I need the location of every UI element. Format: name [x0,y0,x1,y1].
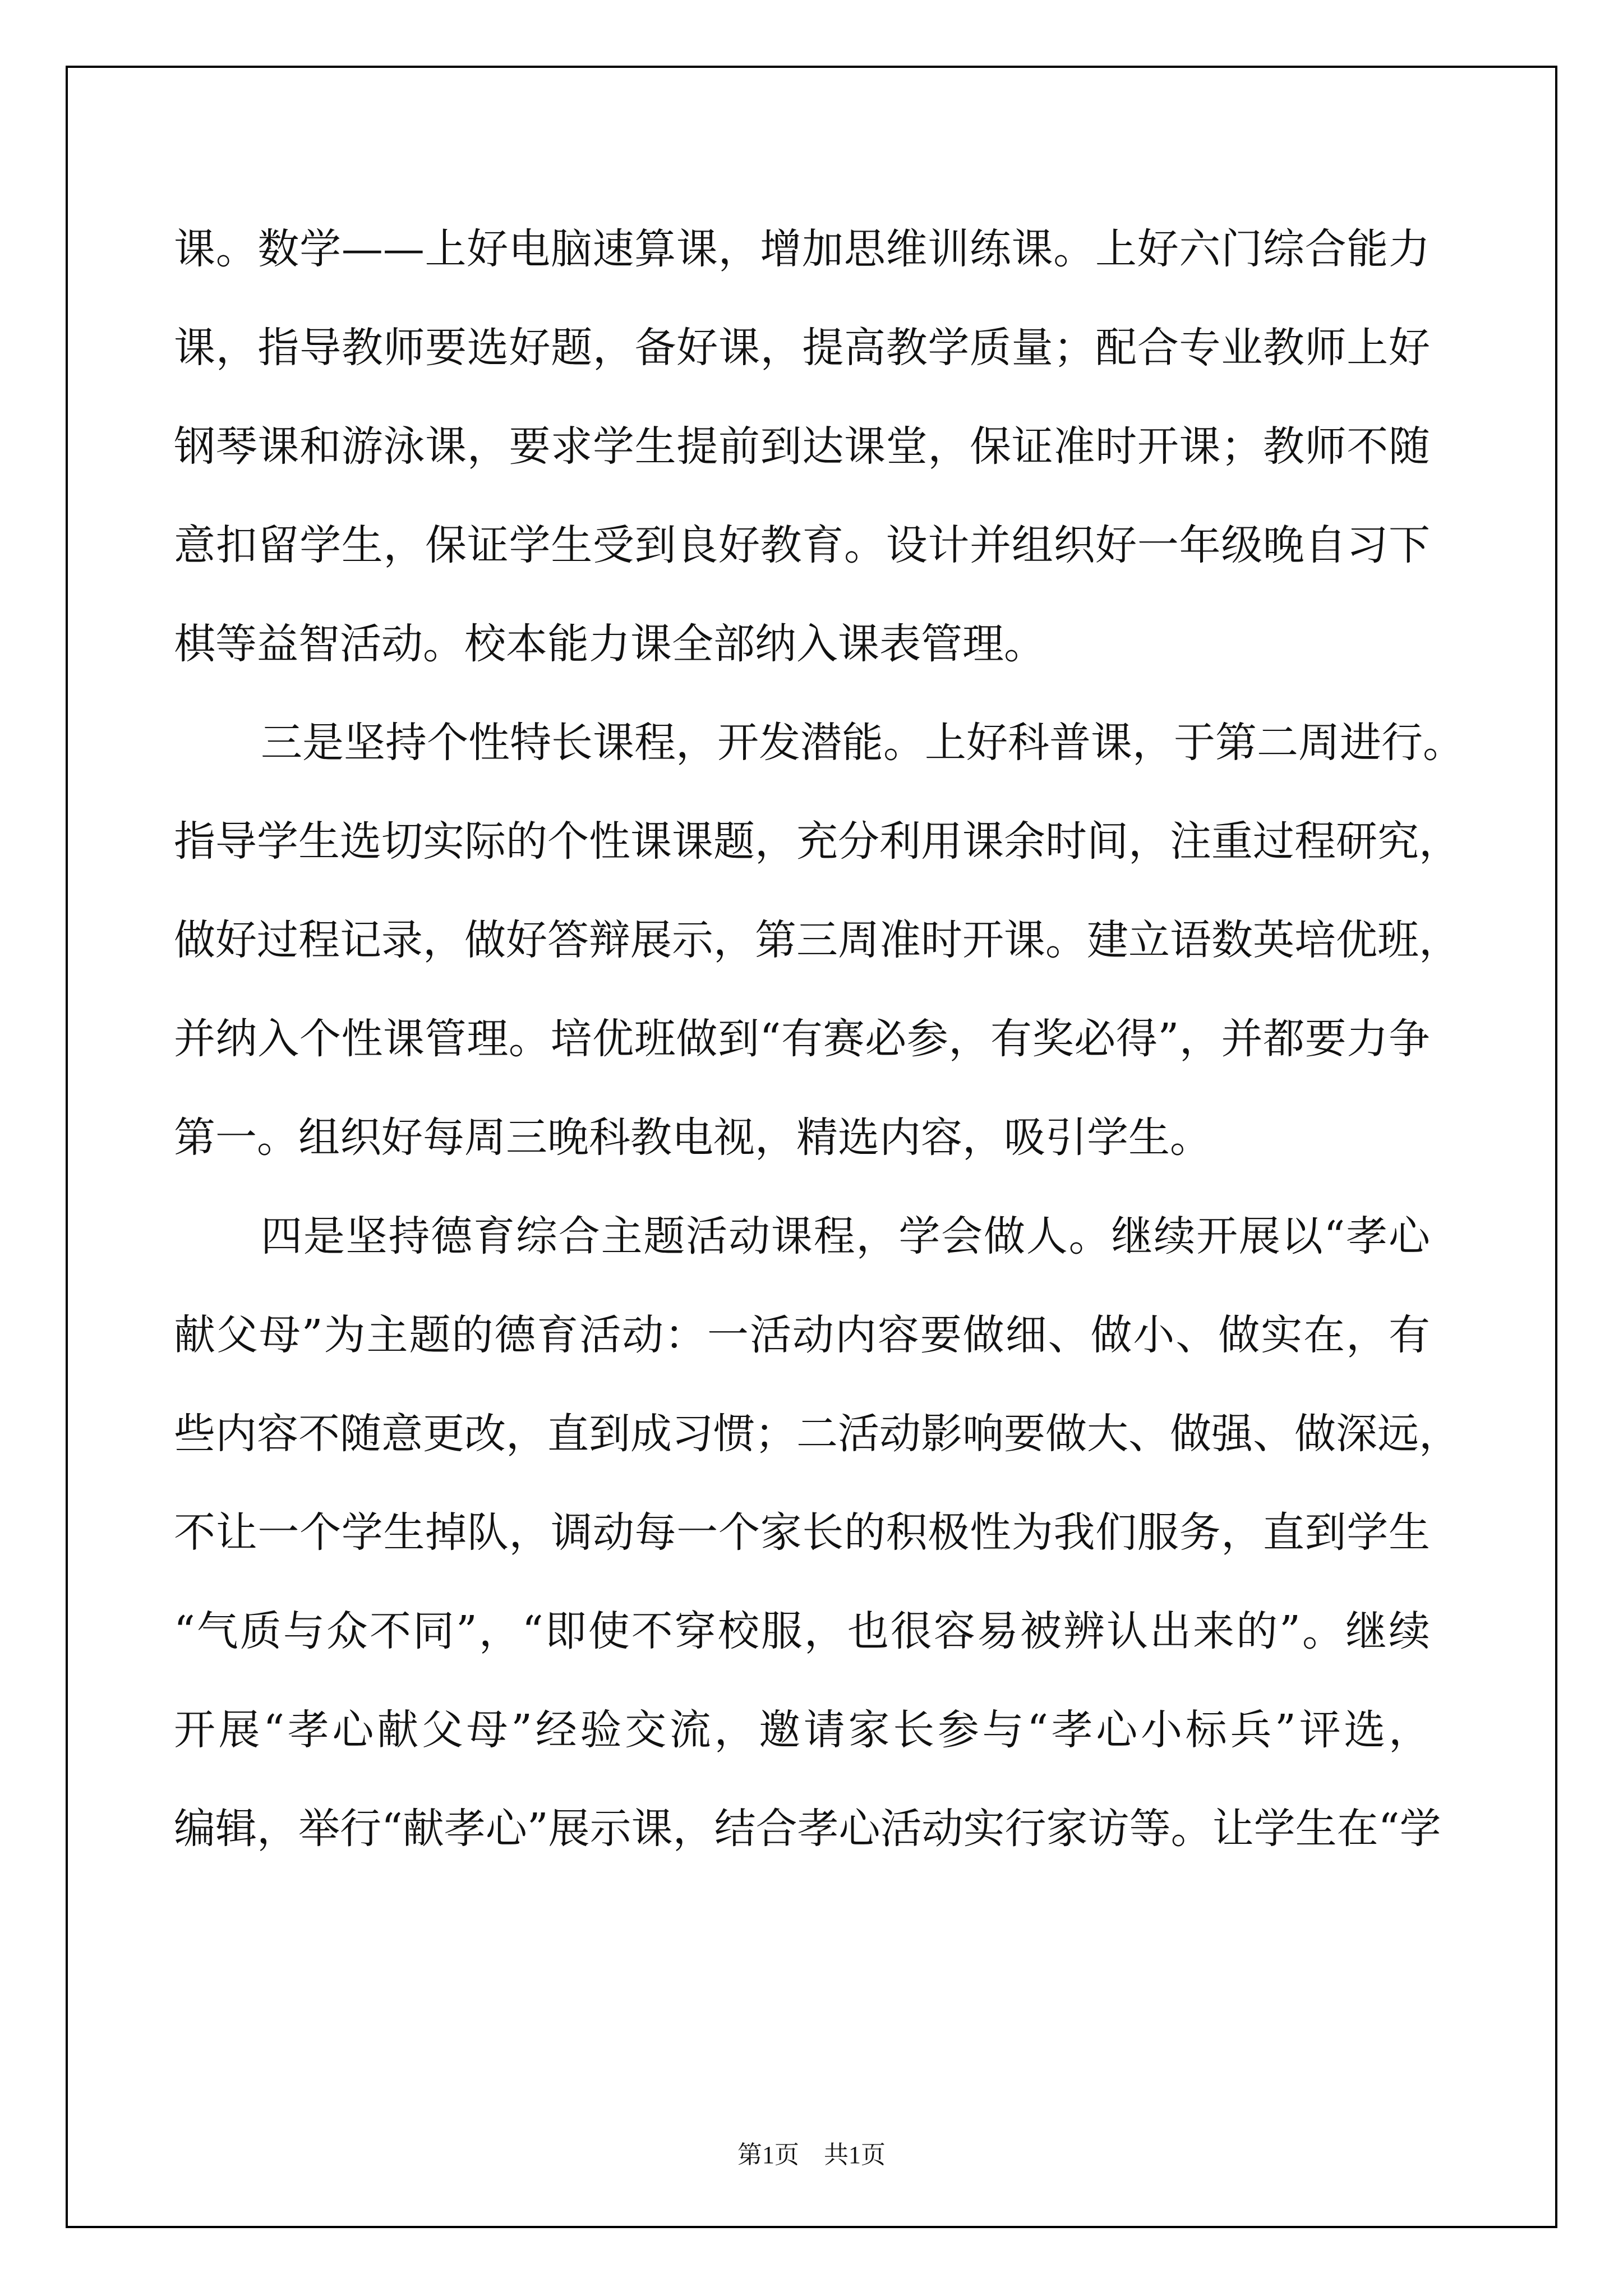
text-line: 钢琴课和游泳课，要求学生提前到达课堂，保证准时开课；教师不随 [174,422,1430,471]
text-line: 做好过程记录，做好答辩展示，第三周准时开课。建立语数英培优班， [174,916,1460,964]
text-line: 课。数学——上好电脑速算课，增加思维训练课。上好六门综合能力 [174,225,1430,273]
paragraph-start-line: 四是坚持德育综合主题活动课程，学会做人。继续开展以“孝心 [261,1212,1430,1260]
text-line: 编辑，举行“献孝心”展示课，结合孝心活动实行家访等。让学生在“学 [174,1805,1441,1853]
text-line: 不让一个学生掉队，调动每一个家长的积极性为我们服务，直到学生 [174,1508,1430,1557]
text-line: 指导学生选切实际的个性课课题，充分利用课余时间，注重过程研究， [174,817,1460,866]
text-line: 开展“孝心献父母”经验交流，邀请家长参与“孝心小标兵”评选， [174,1706,1430,1754]
paragraph-start-line: 三是坚持个性特长课程，开发潜能。上好科普课，于第二周进行。 [261,719,1464,767]
text-line: 第一。组织好每周三晚科教电视，精选内容，吸引学生。 [174,1114,1211,1162]
text-line: 意扣留学生，保证学生受到良好教育。设计并组织好一年级晚自习下 [174,521,1430,569]
text-line: 并纳入个性课管理。培优班做到“有赛必参，有奖必得”，并都要力争 [174,1015,1430,1063]
text-line: 些内容不随意更改，直到成习惯；二活动影响要做大、做强、做深远， [174,1410,1460,1458]
page-number-footer: 第1页 共1页 [737,2141,886,2169]
document-body [174,200,1464,1878]
text-line: 课，指导教师要选好题，备好课，提高教学质量；配合专业教师上好 [174,324,1430,372]
text-line: 献父母”为主题的德育活动：一活动内容要做细、做小、做实在，有 [174,1311,1430,1359]
text-line: 棋等益智活动。校本能力课全部纳入课表管理。 [174,620,1045,668]
text-line: “气质与众不同”，“即使不穿校服，也很容易被辨认出来的”。继续 [174,1607,1430,1655]
